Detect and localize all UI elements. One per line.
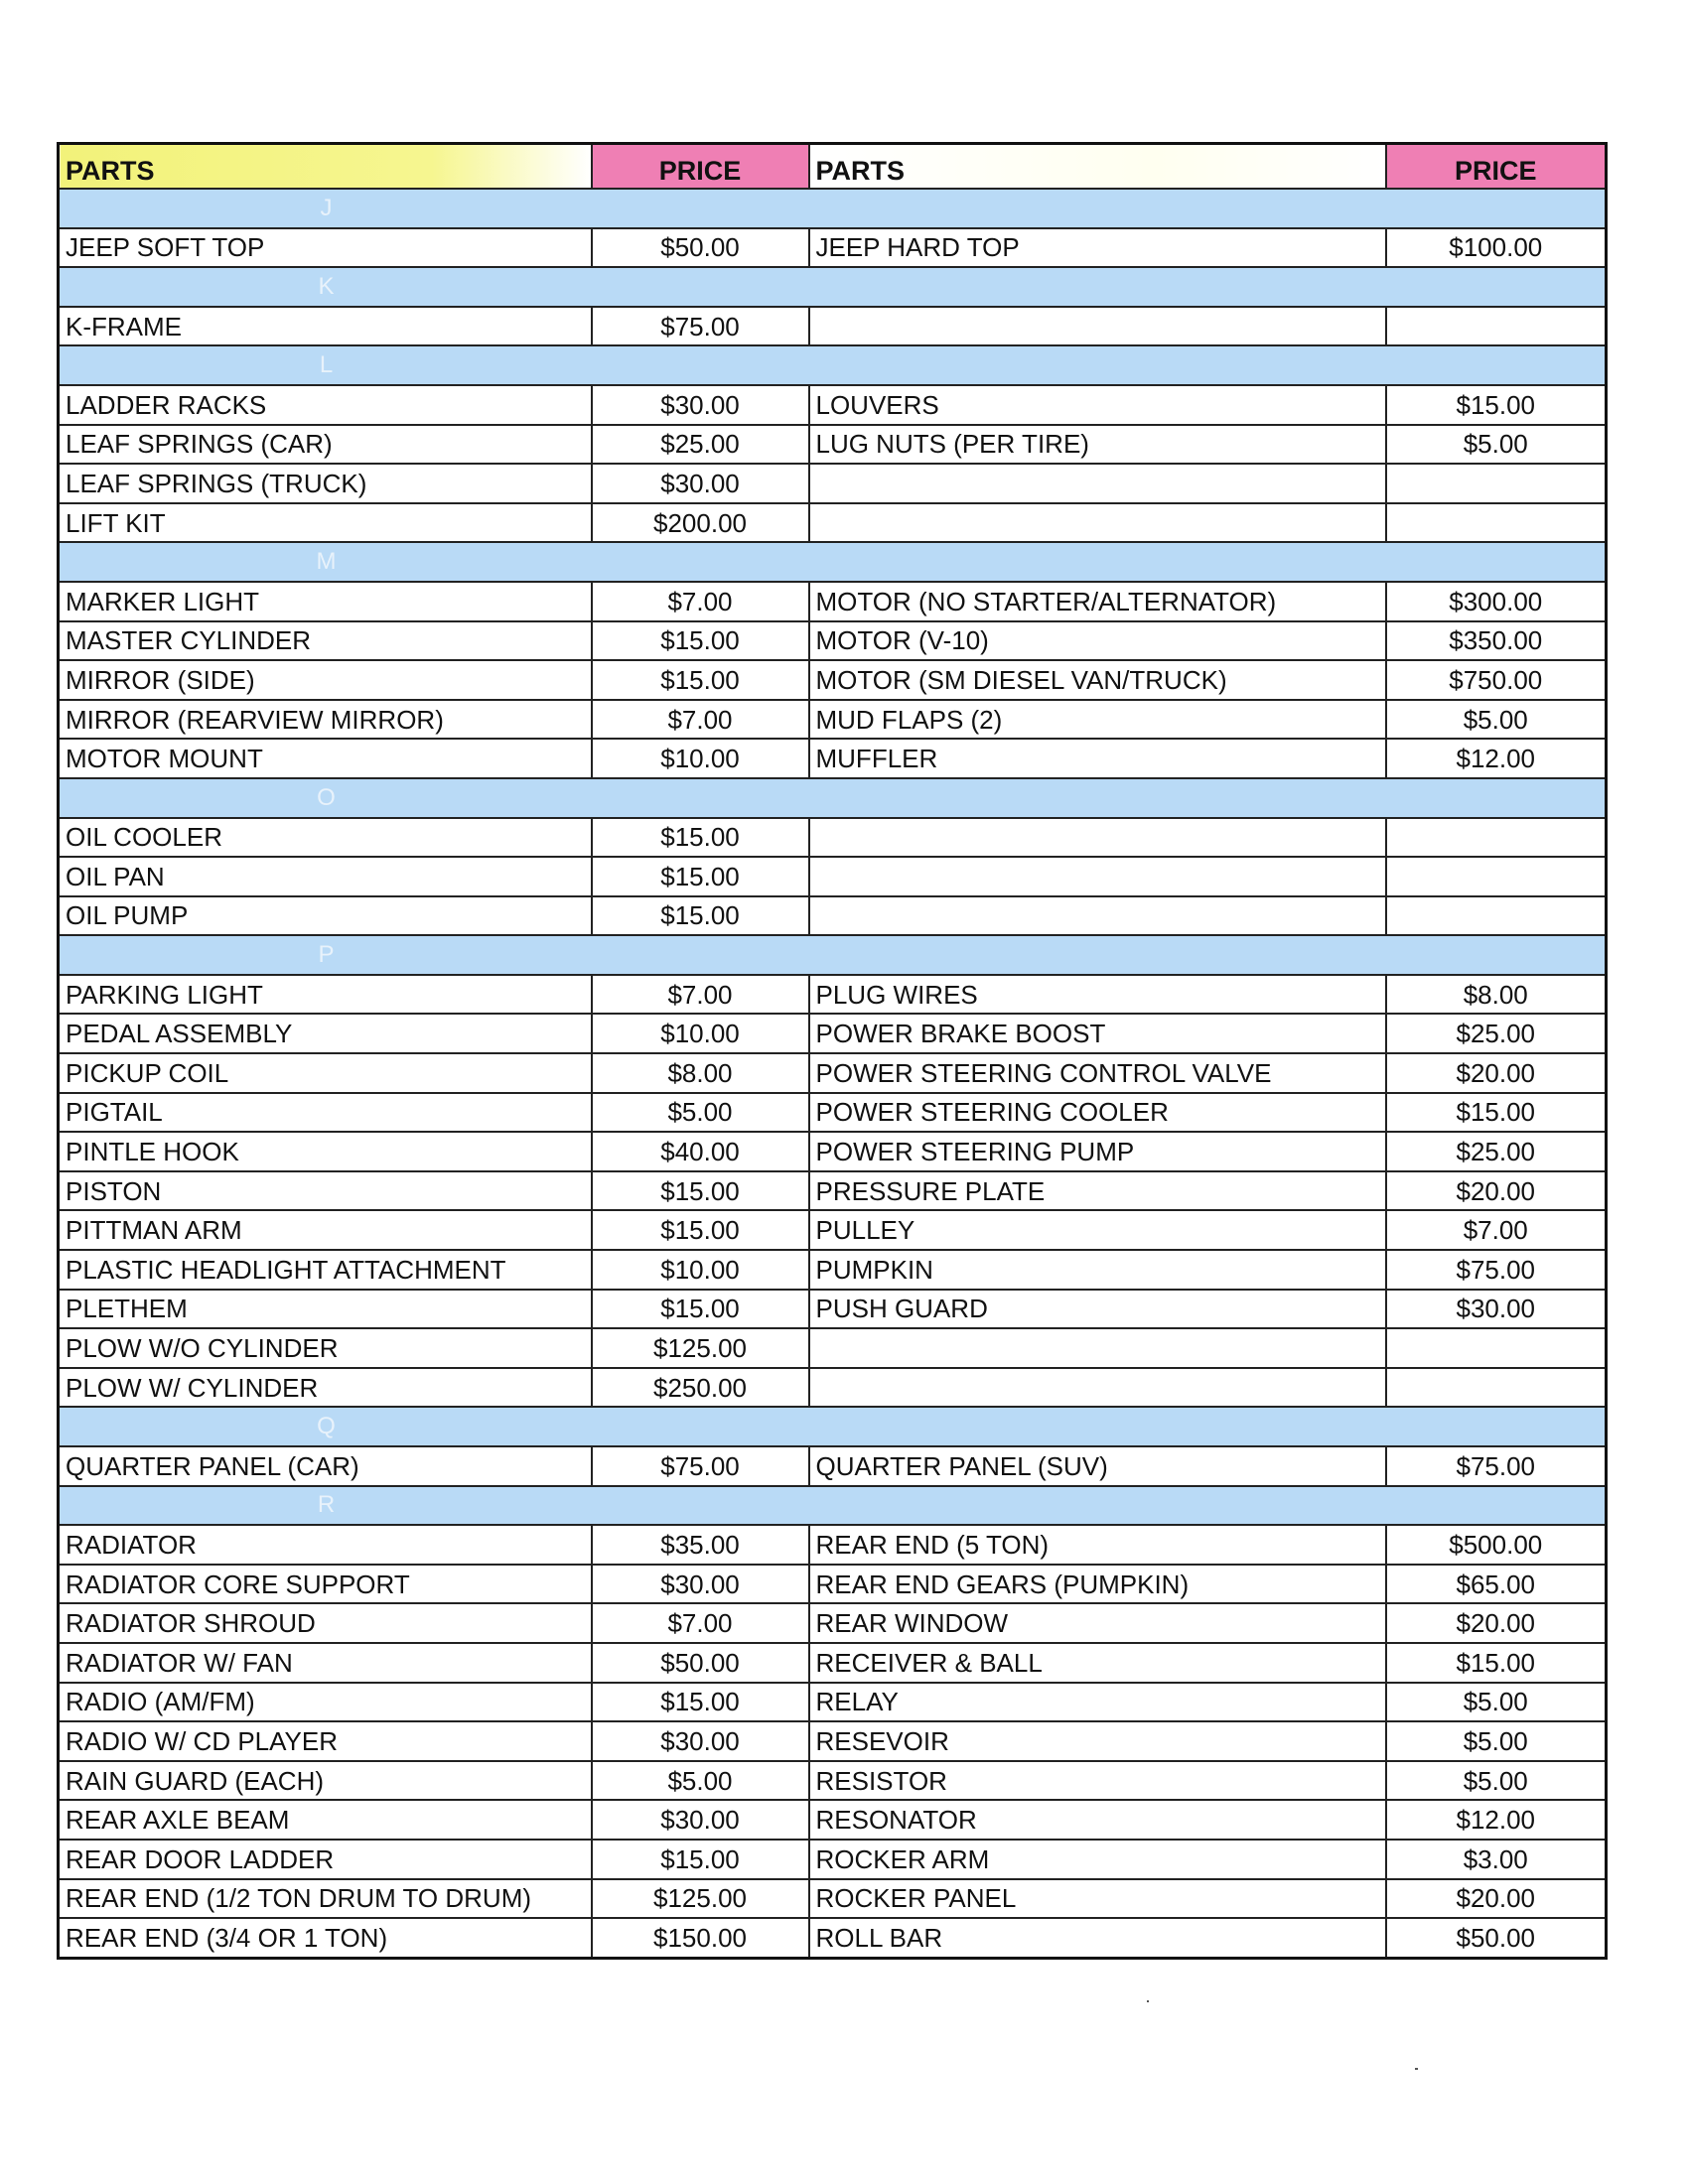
section-letter-cell: [59, 189, 1607, 228]
table-row: [59, 1446, 1607, 1486]
table-row: [59, 1721, 1607, 1761]
section-letter-row: [59, 935, 1607, 975]
table-row: [59, 660, 1607, 700]
part-price-right: [1386, 464, 1607, 503]
part-price-right: $20.00: [1386, 1603, 1607, 1643]
parts-header-left: PARTS: [59, 144, 592, 190]
part-price-right: $750.00: [1386, 660, 1607, 700]
part-price-right: $8.00: [1386, 975, 1607, 1015]
table-row: [59, 1761, 1607, 1801]
part-name-right: LOUVERS: [809, 385, 1386, 425]
part-price-right: $12.00: [1386, 1800, 1607, 1840]
part-name-right: REAR END (5 TON): [809, 1525, 1386, 1565]
table-row: [59, 503, 1607, 543]
section-letter: P: [318, 941, 335, 969]
table-row: [59, 896, 1607, 936]
table-row: [59, 1643, 1607, 1683]
part-name-left: PEDAL ASSEMBLY: [59, 1014, 592, 1053]
part-name-left: PLASTIC HEADLIGHT ATTACHMENT: [59, 1250, 592, 1290]
table-row: [59, 1132, 1607, 1171]
table-row: [59, 1171, 1607, 1211]
section-letter: L: [319, 351, 334, 379]
part-name-left: OIL PAN: [59, 857, 592, 896]
table-row: [59, 1918, 1607, 1958]
part-price-left: $30.00: [592, 1565, 809, 1604]
table-row: [59, 1328, 1607, 1368]
part-name-right: REAR WINDOW: [809, 1603, 1386, 1643]
table-row: [59, 818, 1607, 858]
part-price-right: $15.00: [1386, 1643, 1607, 1683]
part-price-right: $5.00: [1386, 700, 1607, 740]
part-name-left: PARKING LIGHT: [59, 975, 592, 1015]
table-row: [59, 1290, 1607, 1329]
part-price-left: $5.00: [592, 1093, 809, 1133]
part-price-right: $300.00: [1386, 582, 1607, 621]
table-row: [59, 1210, 1607, 1250]
section-letter-row: [59, 542, 1607, 582]
part-name-right: POWER STEERING PUMP: [809, 1132, 1386, 1171]
table-row: [59, 1603, 1607, 1643]
part-name-left: MARKER LIGHT: [59, 582, 592, 621]
table-row: [59, 1250, 1607, 1290]
section-letter-row: [59, 778, 1607, 818]
part-name-right: ROCKER PANEL: [809, 1879, 1386, 1919]
part-price-right: $500.00: [1386, 1525, 1607, 1565]
part-name-right: MOTOR (V-10): [809, 621, 1386, 661]
part-price-right: $15.00: [1386, 1093, 1607, 1133]
part-price-right: $25.00: [1386, 1132, 1607, 1171]
part-name-right: MOTOR (NO STARTER/ALTERNATOR): [809, 582, 1386, 621]
section-letter-cell: [59, 1407, 1607, 1446]
section-letter-row: [59, 267, 1607, 307]
part-price-left: $7.00: [592, 582, 809, 621]
table-row: [59, 739, 1607, 778]
section-letter-row: [59, 1486, 1607, 1526]
part-price-right: $30.00: [1386, 1290, 1607, 1329]
section-letter-cell: [59, 267, 1607, 307]
part-name-right: MOTOR (SM DIESEL VAN/TRUCK): [809, 660, 1386, 700]
table-row: [59, 582, 1607, 621]
section-letter: M: [316, 548, 337, 576]
part-name-left: RADIO W/ CD PLAYER: [59, 1721, 592, 1761]
table-row: [59, 228, 1607, 268]
part-price-left: $15.00: [592, 1171, 809, 1211]
part-name-left: MIRROR (SIDE): [59, 660, 592, 700]
part-price-right: $15.00: [1386, 385, 1607, 425]
part-price-left: $15.00: [592, 621, 809, 661]
price-header-right: PRICE: [1386, 144, 1607, 190]
part-name-right: RECEIVER & BALL: [809, 1643, 1386, 1683]
section-letter: O: [317, 783, 336, 811]
part-name-right: RELAY: [809, 1683, 1386, 1722]
part-name-right: [809, 818, 1386, 858]
part-name-left: PITTMAN ARM: [59, 1210, 592, 1250]
part-name-right: MUFFLER: [809, 739, 1386, 778]
table-row: [59, 1840, 1607, 1879]
parts-header-right: PARTS: [809, 144, 1386, 190]
part-name-left: RADIATOR W/ FAN: [59, 1643, 592, 1683]
part-name-left: REAR END (3/4 OR 1 TON): [59, 1918, 592, 1958]
part-name-right: QUARTER PANEL (SUV): [809, 1446, 1386, 1486]
part-price-left: $150.00: [592, 1918, 809, 1958]
part-price-left: $75.00: [592, 307, 809, 346]
part-price-right: [1386, 1328, 1607, 1368]
part-price-left: $7.00: [592, 975, 809, 1015]
part-price-right: $25.00: [1386, 1014, 1607, 1053]
part-price-right: $12.00: [1386, 739, 1607, 778]
part-name-left: RADIO (AM/FM): [59, 1683, 592, 1722]
part-price-left: $15.00: [592, 660, 809, 700]
section-letter: K: [318, 272, 335, 300]
part-price-right: $5.00: [1386, 1761, 1607, 1801]
part-price-left: $8.00: [592, 1053, 809, 1093]
part-price-left: $7.00: [592, 700, 809, 740]
part-price-right: $7.00: [1386, 1210, 1607, 1250]
table-row: [59, 1014, 1607, 1053]
part-price-left: $50.00: [592, 1643, 809, 1683]
part-price-right: [1386, 818, 1607, 858]
part-name-right: POWER STEERING CONTROL VALVE: [809, 1053, 1386, 1093]
part-name-right: PUSH GUARD: [809, 1290, 1386, 1329]
part-price-right: $3.00: [1386, 1840, 1607, 1879]
part-price-left: $35.00: [592, 1525, 809, 1565]
table-row: [59, 1093, 1607, 1133]
table-row: [59, 425, 1607, 465]
part-name-left: JEEP SOFT TOP: [59, 228, 592, 268]
part-name-right: PRESSURE PLATE: [809, 1171, 1386, 1211]
part-name-left: K-FRAME: [59, 307, 592, 346]
part-name-left: PLETHEM: [59, 1290, 592, 1329]
part-price-right: [1386, 503, 1607, 543]
part-name-left: PINTLE HOOK: [59, 1132, 592, 1171]
part-name-left: MOTOR MOUNT: [59, 739, 592, 778]
part-price-right: $75.00: [1386, 1250, 1607, 1290]
scan-speck: [1147, 2000, 1149, 2002]
parts-price-table: [57, 142, 1608, 1960]
table-row: [59, 1525, 1607, 1565]
part-name-left: PICKUP COIL: [59, 1053, 592, 1093]
part-name-right: PULLEY: [809, 1210, 1386, 1250]
table-row: [59, 700, 1607, 740]
part-name-right: REAR END GEARS (PUMPKIN): [809, 1565, 1386, 1604]
part-name-right: POWER STEERING COOLER: [809, 1093, 1386, 1133]
table-row: [59, 1879, 1607, 1919]
part-name-left: RAIN GUARD (EACH): [59, 1761, 592, 1801]
part-name-left: RADIATOR: [59, 1525, 592, 1565]
part-name-left: OIL PUMP: [59, 896, 592, 936]
part-name-right: RESISTOR: [809, 1761, 1386, 1801]
part-price-right: $20.00: [1386, 1879, 1607, 1919]
table-row: [59, 1683, 1607, 1722]
part-name-right: MUD FLAPS (2): [809, 700, 1386, 740]
part-price-left: $15.00: [592, 818, 809, 858]
part-name-left: REAR AXLE BEAM: [59, 1800, 592, 1840]
header-row: [59, 144, 1607, 190]
part-name-right: [809, 503, 1386, 543]
section-letter-cell: [59, 542, 1607, 582]
part-name-right: PUMPKIN: [809, 1250, 1386, 1290]
part-price-left: $15.00: [592, 1210, 809, 1250]
part-name-right: PLUG WIRES: [809, 975, 1386, 1015]
table-row: [59, 385, 1607, 425]
part-price-left: $40.00: [592, 1132, 809, 1171]
part-price-left: $50.00: [592, 228, 809, 268]
part-price-right: $350.00: [1386, 621, 1607, 661]
part-price-right: $5.00: [1386, 1721, 1607, 1761]
scan-speck: [1415, 2068, 1418, 2070]
part-price-left: $15.00: [592, 1683, 809, 1722]
part-price-left: $25.00: [592, 425, 809, 465]
part-name-left: MASTER CYLINDER: [59, 621, 592, 661]
part-name-right: [809, 857, 1386, 896]
part-name-right: RESONATOR: [809, 1800, 1386, 1840]
part-name-right: LUG NUTS (PER TIRE): [809, 425, 1386, 465]
part-price-right: $5.00: [1386, 425, 1607, 465]
table-row: [59, 307, 1607, 346]
part-price-right: [1386, 896, 1607, 936]
part-price-right: $20.00: [1386, 1053, 1607, 1093]
part-price-left: $30.00: [592, 385, 809, 425]
part-name-left: LEAF SPRINGS (TRUCK): [59, 464, 592, 503]
part-price-right: $20.00: [1386, 1171, 1607, 1211]
part-name-left: OIL COOLER: [59, 818, 592, 858]
part-name-right: [809, 307, 1386, 346]
part-name-left: PLOW W/ CYLINDER: [59, 1368, 592, 1408]
part-price-left: $5.00: [592, 1761, 809, 1801]
part-price-left: $30.00: [592, 1721, 809, 1761]
section-letter: J: [320, 194, 333, 221]
table-row: [59, 975, 1607, 1015]
part-name-left: RADIATOR SHROUD: [59, 1603, 592, 1643]
part-price-left: $125.00: [592, 1328, 809, 1368]
part-price-right: [1386, 1368, 1607, 1408]
part-price-left: $15.00: [592, 896, 809, 936]
part-price-left: $15.00: [592, 1840, 809, 1879]
part-price-left: $15.00: [592, 1290, 809, 1329]
part-price-right: $50.00: [1386, 1918, 1607, 1958]
part-price-left: $10.00: [592, 1014, 809, 1053]
part-price-left: $250.00: [592, 1368, 809, 1408]
section-letter: R: [317, 1491, 336, 1519]
table-row: [59, 1565, 1607, 1604]
part-price-left: $10.00: [592, 1250, 809, 1290]
table-row: [59, 1053, 1607, 1093]
part-name-right: ROCKER ARM: [809, 1840, 1386, 1879]
part-name-left: RADIATOR CORE SUPPORT: [59, 1565, 592, 1604]
part-name-left: LADDER RACKS: [59, 385, 592, 425]
part-name-left: LEAF SPRINGS (CAR): [59, 425, 592, 465]
part-price-left: $30.00: [592, 464, 809, 503]
section-letter-row: [59, 189, 1607, 228]
part-name-left: LIFT KIT: [59, 503, 592, 543]
table-row: [59, 1800, 1607, 1840]
part-name-right: ROLL BAR: [809, 1918, 1386, 1958]
part-price-left: $7.00: [592, 1603, 809, 1643]
part-name-left: PLOW W/O CYLINDER: [59, 1328, 592, 1368]
parts-price-table-body: [59, 144, 1607, 1959]
part-price-left: $15.00: [592, 857, 809, 896]
part-name-left: MIRROR (REARVIEW MIRROR): [59, 700, 592, 740]
part-price-left: $200.00: [592, 503, 809, 543]
table-row: [59, 857, 1607, 896]
part-name-left: REAR DOOR LADDER: [59, 1840, 592, 1879]
part-name-left: PIGTAIL: [59, 1093, 592, 1133]
part-name-right: [809, 1368, 1386, 1408]
section-letter-cell: [59, 778, 1607, 818]
part-price-left: $75.00: [592, 1446, 809, 1486]
part-name-left: PISTON: [59, 1171, 592, 1211]
part-price-left: $30.00: [592, 1800, 809, 1840]
section-letter-row: [59, 345, 1607, 385]
part-name-right: JEEP HARD TOP: [809, 228, 1386, 268]
part-price-right: $100.00: [1386, 228, 1607, 268]
section-letter-cell: [59, 345, 1607, 385]
part-price-right: $75.00: [1386, 1446, 1607, 1486]
part-name-left: QUARTER PANEL (CAR): [59, 1446, 592, 1486]
section-letter-row: [59, 1407, 1607, 1446]
part-price-right: [1386, 857, 1607, 896]
part-name-right: [809, 896, 1386, 936]
part-price-right: $65.00: [1386, 1565, 1607, 1604]
part-name-left: REAR END (1/2 TON DRUM TO DRUM): [59, 1879, 592, 1919]
part-price-left: $10.00: [592, 739, 809, 778]
table-row: [59, 464, 1607, 503]
price-header-left: PRICE: [592, 144, 809, 190]
section-letter-cell: [59, 1486, 1607, 1526]
part-name-right: [809, 464, 1386, 503]
part-price-right: [1386, 307, 1607, 346]
table-row: [59, 1368, 1607, 1408]
part-name-right: POWER BRAKE BOOST: [809, 1014, 1386, 1053]
part-price-right: $5.00: [1386, 1683, 1607, 1722]
section-letter-cell: [59, 935, 1607, 975]
table-row: [59, 621, 1607, 661]
part-name-right: [809, 1328, 1386, 1368]
part-price-left: $125.00: [592, 1879, 809, 1919]
part-name-right: RESEVOIR: [809, 1721, 1386, 1761]
section-letter: Q: [317, 1413, 336, 1440]
